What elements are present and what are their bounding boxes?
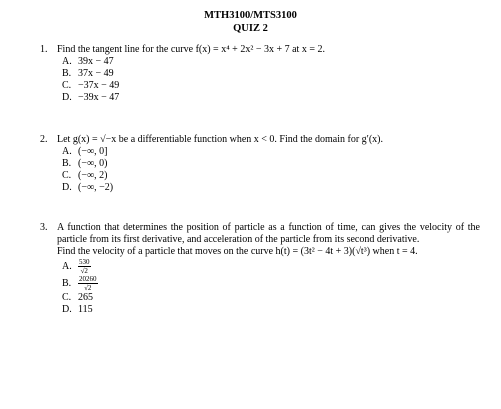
fraction-denominator: √2 [84, 284, 92, 292]
option-value: 37x − 49 [78, 68, 114, 79]
question-number: 2. [40, 134, 48, 145]
question-text: Find the tangent line for the curve f(x) = x⁴ + 2x² − 3x + 7 at x = 2. [57, 44, 325, 55]
question-text: Let g(x) = √−x be a differentiable function when x < 0. Find the domain for g′(x). [57, 134, 383, 145]
option-letter: A. [62, 146, 72, 157]
option-list [62, 146, 480, 194]
question-number: 3. [40, 222, 48, 233]
option-c [62, 292, 480, 304]
option-a [62, 56, 480, 68]
option-b [62, 158, 480, 170]
option-letter: D. [62, 92, 72, 103]
option-fraction [78, 275, 98, 292]
option-d [62, 182, 480, 194]
fraction-denominator: √2 [80, 267, 88, 275]
option-a [62, 258, 480, 275]
option-d [62, 92, 480, 104]
quiz-header [0, 9, 501, 35]
question-3 [40, 222, 480, 316]
option-value: (−∞, 0) [78, 158, 108, 169]
option-value: (−∞, 2) [78, 170, 108, 181]
option-value: −39x − 47 [78, 92, 120, 103]
option-list [62, 258, 480, 316]
option-value: −37x − 49 [78, 80, 120, 91]
option-b [62, 68, 480, 80]
option-c [62, 170, 480, 182]
question-number: 1. [40, 44, 48, 55]
option-b [62, 275, 480, 292]
option-c [62, 80, 480, 92]
option-letter: D. [62, 304, 72, 315]
fraction-numerator: 530 [79, 258, 90, 266]
question-1 [40, 44, 480, 104]
option-letter: B. [62, 68, 72, 79]
option-a [62, 146, 480, 158]
option-letter: B. [62, 158, 72, 169]
option-letter: B. [62, 277, 72, 289]
option-letter: A. [62, 56, 72, 67]
option-letter: C. [62, 292, 72, 303]
question-text: Find the velocity of a particle that moves on the curve h(t) = (3t² − 4t + 3)(√t³) when t = 4. [57, 246, 418, 257]
option-d [62, 304, 480, 316]
fraction-numerator: 20260 [79, 275, 97, 283]
option-letter: A. [62, 260, 72, 272]
question-paragraph: A function that determines the position of particle as a function of time, can gives the velocity of the particle from its first derivative, and acceleration of the particle from its second derivative. [57, 222, 480, 245]
option-fraction [78, 258, 91, 275]
option-value: (−∞, −2) [78, 182, 114, 193]
option-value: 39x − 47 [78, 56, 114, 67]
quiz-title: QUIZ 2 [233, 23, 268, 34]
option-letter: D. [62, 182, 72, 193]
course-code: MTH3100/MTS3100 [204, 10, 297, 21]
option-value: 265 [78, 292, 93, 303]
option-value: 115 [78, 304, 93, 315]
question-2 [40, 134, 480, 194]
option-list [62, 56, 480, 104]
option-value: (−∞, 0] [78, 146, 108, 157]
option-letter: C. [62, 170, 72, 181]
option-letter: C. [62, 80, 72, 91]
